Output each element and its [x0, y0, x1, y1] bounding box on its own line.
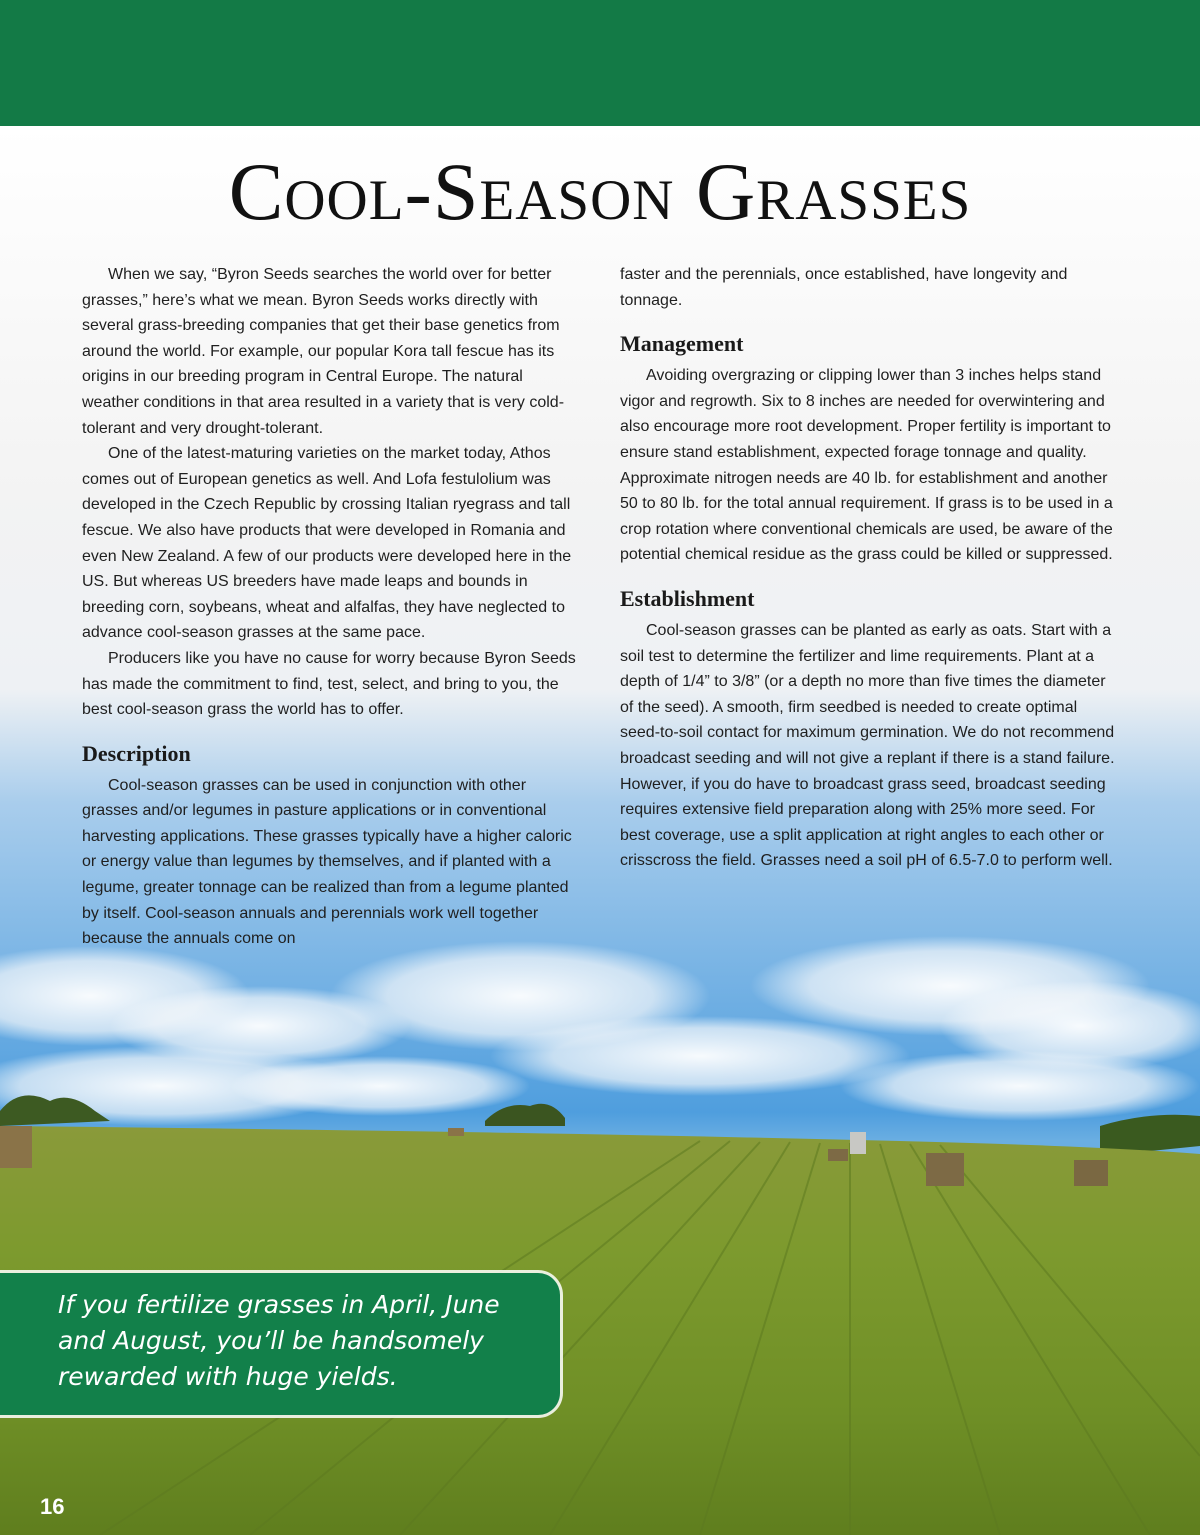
management-text: Avoiding overgrazing or clipping lower than 3 inches helps stand vigor and regrowth. Six to 8 inches are needed for overwintering and also encourage more root development. Proper fertility is important to ensure stand establishment, expected forage tonnage and quality. Approximate nitrogen needs are 40 lb. for establishment and another 50 to 80 lb. for the total annual requirement. If grass is to be used in a crop rotation where conventional chemicals are used, be aware of the potential chemical residue as the grass could be killed or suppressed.: [620, 367, 1113, 564]
top-green-banner: [0, 0, 1200, 126]
callout-text: If you fertilize grasses in April, June and August, you’ll be handsomely rewarded with huge yields.: [58, 1290, 500, 1391]
silo: [850, 1132, 866, 1154]
description-heading: Description: [82, 740, 191, 766]
intro-paragraph-3: Producers like you have no cause for worry because Byron Seeds has made the commitment to find, test, select, and bring to you, the best cool-season grass the world has to offer.: [82, 649, 576, 719]
callout-box: [0, 1273, 560, 1415]
left-column: [82, 262, 582, 952]
intro-paragraph-1: When we say, “Byron Seeds searches the world over for better grasses,” here’s what we mean. Byron Seeds works directly with several grass-breeding companies that get their base genetics from around the world. For example, our popular Kora tall fescue has its origins in our breeding program in Central Europe. The natural weather conditions in that area resulted in a variety that is very cold-tolerant and very drought-tolerant.: [82, 266, 565, 437]
right-column: [620, 262, 1115, 874]
establishment-text: Cool-season grasses can be planted as early as oats. Start with a soil test to determine the fertilizer and lime requirements. Plant at a depth of 1/4” to 3/8” (or a depth no more than five times the diameter of the seed). A smooth, firm seedbed is needed to create optimal seed-to-soil contact for maximum germination. We do not recommend broadcast seeding and will not give a replant if there is a stand failure. However, if you do have to broadcast grass seed, broadcast seeding requires extensive field preparation along with 25% more seed. For best coverage, use a split application at right angles to each other or crisscross the field. Grasses need a soil pH of 6.5-7.0 to perform well.: [620, 621, 1115, 870]
intro-paragraph-2: One of the latest-maturing varieties on the market today, Athos comes out of European genetics as well. And Lofa festulolium was developed in the Czech Republic by crossing Italian ryegrass and tall fescue. We also have products that were developed in Romania and even New Zealand. A few of our products were developed here in the US. But whereas US breeders have made leaps and bounds in breeding corn, soybeans, wheat and alfalfas, they have neglected to advance cool-season grasses at the same pace.: [82, 445, 572, 642]
description-text: Cool-season grasses can be used in conjunction with other grasses and/or legumes in pasture applications or in conventional harvesting applications. These grasses typically have a higher caloric or energy value than legumes by themselves, and if planted with a legume, greater tonnage can be realized than from a legume planted by itself. Cool-season annuals and perennials work well together because the annuals come on: [82, 776, 572, 948]
page-title: Cool-Season Grasses: [228, 146, 972, 237]
management-heading: Management: [620, 331, 744, 357]
establishment-heading: Establishment: [620, 585, 755, 611]
page-number: 16: [40, 1494, 65, 1519]
continued-text: faster and the perennials, once established, have longevity and tonnage.: [620, 266, 1068, 309]
